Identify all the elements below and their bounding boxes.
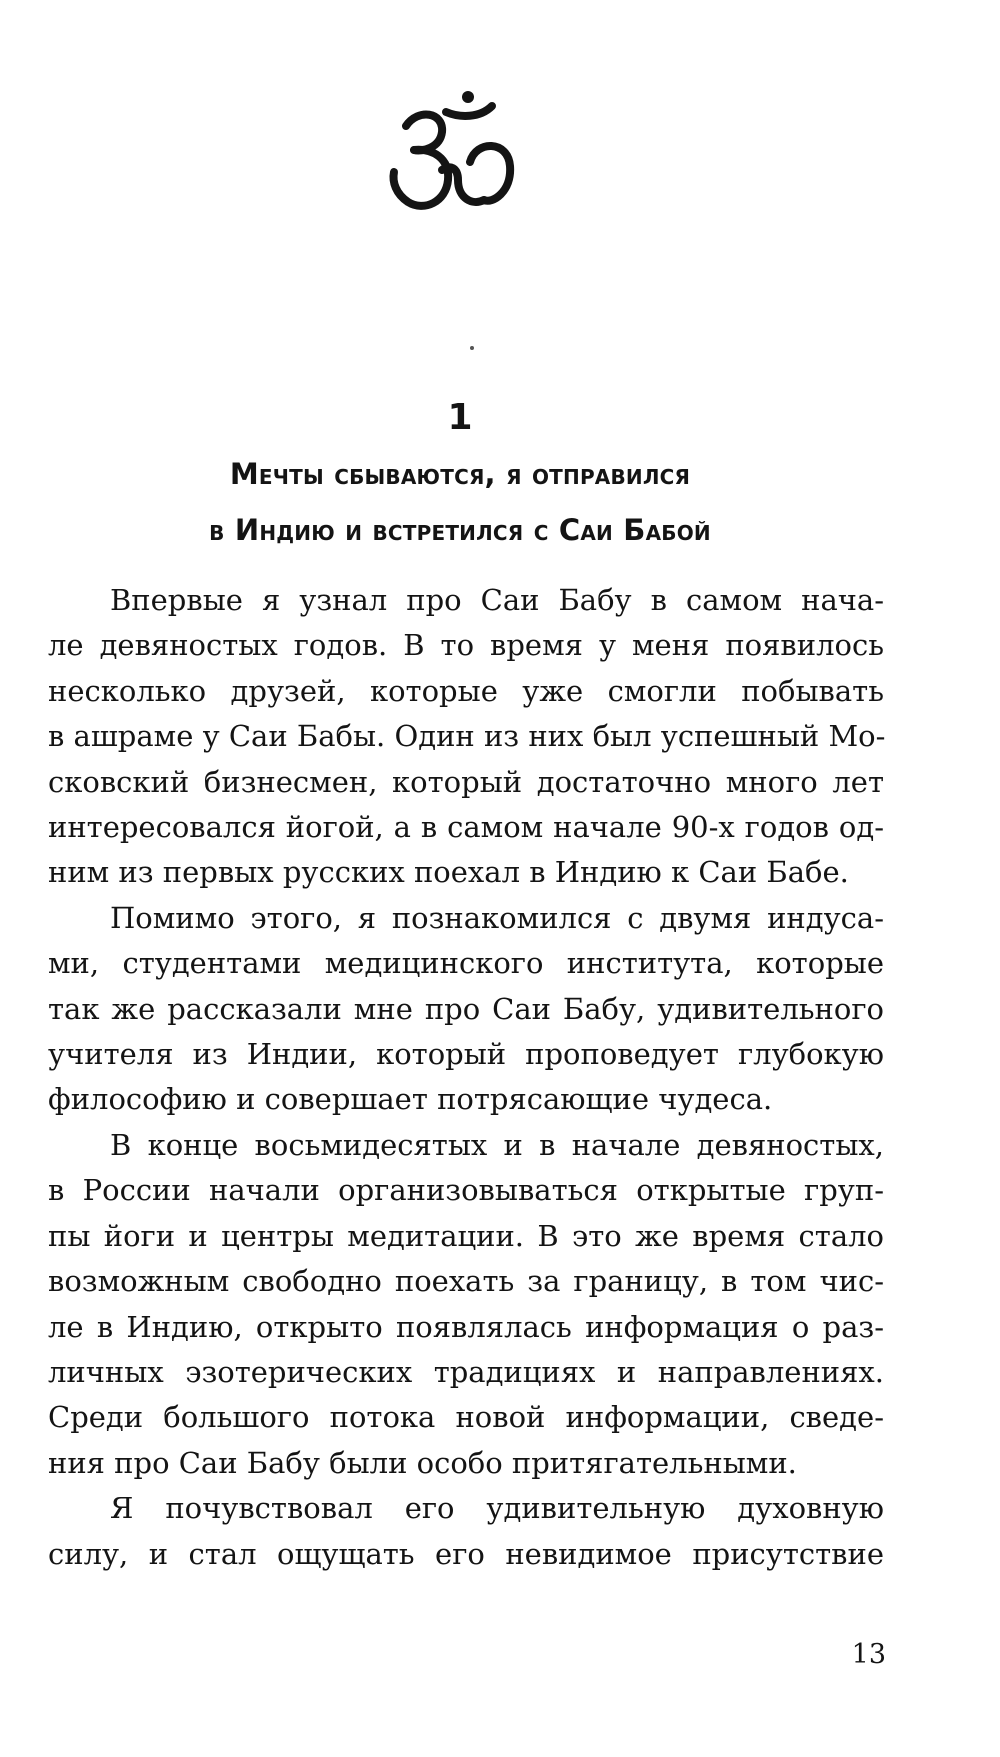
paragraph [48,578,884,896]
text-line: философию и совершает потрясающие чудеса. [48,1082,773,1117]
text-line: ле в Индию, открыто появлялась информация о раз- [48,1309,884,1344]
text-line: учителя из Индии, который проповедует глубокую [48,1037,884,1072]
text-line: Я почувствовал его удивительную духовную [110,1491,884,1526]
text-line: несколько друзей, которые уже смогли побывать [48,673,884,708]
text-line: ним из первых русских поехал в Индию к Саи Бабе. [48,855,849,890]
text-line: в ашраме у Саи Бабы. Один из них был успешный Мо- [48,719,886,754]
text-line: сковский бизнесмен, который достаточно много лет [48,764,884,799]
paragraph [48,1486,884,1577]
text-line: ния про Саи Бабу были особо притягательными. [48,1445,797,1480]
text-line: так же рассказали мне про Саи Бабу, удивительного [48,991,884,1026]
text-line: ле девяностых годов. В то время у меня появилось [48,628,884,663]
text-line: силу, и стал ощущать его невидимое присутствие [48,1536,884,1571]
text-line: Помимо этого, я познакомился с двумя индуса- [110,900,884,935]
text-line: в России начали организовываться открытые груп- [48,1173,884,1208]
chapter-title-line: Мечты сбываются, я отправился [229,457,691,491]
text-line: В конце восьмидесятых и в начале девяностых, [110,1127,884,1162]
paragraph [48,1123,884,1486]
text-line: пы йоги и центры медитации. В это же время стало [48,1218,884,1253]
text-line: Впервые я узнал про Саи Бабу в самом нача- [110,583,884,617]
text-line: ми, студентами медицинского института, которые [48,946,884,981]
text-line: личных эзотерических традициях и направлениях. [48,1354,884,1389]
text-line: интересовался йогой, а в самом начале 90-х годов од- [48,810,884,845]
text-line: Среди большого потока новой информации, сведе- [48,1400,884,1435]
paragraph [48,896,884,1123]
text-line: возможным свободно поехать за границу, в том чис- [48,1264,884,1299]
chapter-number: 1 [447,397,473,438]
om-icon [384,88,524,228]
page-number: 13 [851,1639,886,1670]
chapter-title-line: в Индию и встретился с Саи Бабой [209,513,711,547]
chapter-title [100,446,820,558]
body-text [48,578,884,1577]
print-speck [470,346,474,350]
